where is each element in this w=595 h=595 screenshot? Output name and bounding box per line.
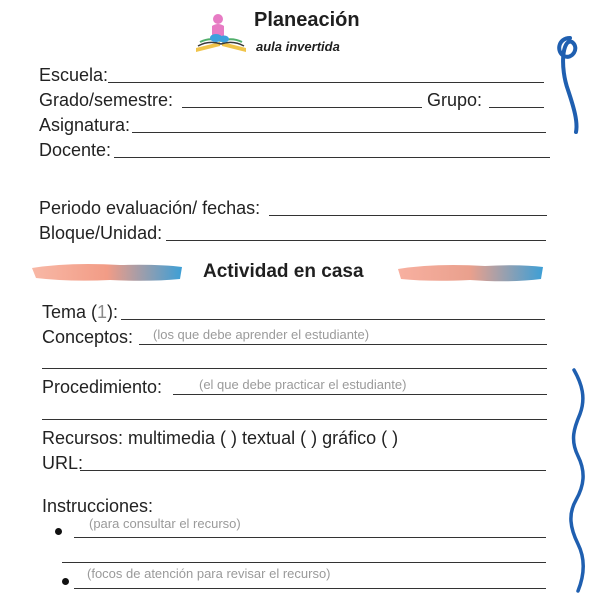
field-grado-label: Grado/semestre:: [39, 90, 174, 110]
squiggle-decoration: [560, 366, 594, 595]
section-title: Actividad en casa: [203, 261, 364, 282]
field-escuela-label: Escuela:: [39, 65, 109, 85]
instruccion-line-1b[interactable]: [62, 562, 546, 563]
reading-book-logo: [192, 12, 250, 54]
field-procedimiento-label: Procedimiento:: [42, 377, 163, 397]
field-docente-line[interactable]: [114, 157, 550, 158]
instruccion-line-2[interactable]: [74, 588, 546, 589]
field-conceptos-line[interactable]: [139, 344, 547, 345]
page-subtitle: aula invertida: [256, 39, 340, 54]
squiggle-decoration: [550, 34, 590, 136]
field-grupo-label: Grupo:: [427, 90, 483, 110]
field-url-label: URL:: [42, 453, 84, 473]
instruccion-line-1[interactable]: [74, 537, 546, 538]
field-conceptos-hint: (los que debe aprender el estudiante): [153, 327, 370, 342]
field-procedimiento-line[interactable]: [173, 394, 547, 395]
page-title: Planeación: [254, 9, 360, 31]
field-procedimiento-line-2[interactable]: [42, 419, 547, 420]
field-recursos-label: Recursos: multimedia ( ) textual ( ) gráfico ( ): [42, 428, 399, 448]
field-escuela-line[interactable]: [108, 82, 544, 83]
field-url-line[interactable]: [80, 470, 546, 471]
field-tema-label: Tema (1):: [42, 302, 119, 322]
field-conceptos-line-2[interactable]: [42, 368, 547, 369]
brush-stroke-right: [395, 260, 545, 286]
instruccion-hint-1: (para consultar el recurso): [89, 516, 241, 531]
field-conceptos-label: Conceptos:: [42, 327, 134, 347]
field-procedimiento-hint: (el que debe practicar el estudiante): [199, 377, 407, 392]
field-tema-line[interactable]: [121, 319, 545, 320]
bullet-icon: [62, 578, 69, 585]
field-docente-label: Docente:: [39, 140, 112, 160]
field-grado-line[interactable]: [182, 107, 422, 108]
field-asignatura-label: Asignatura:: [39, 115, 131, 135]
instruccion-hint-2: (focos de atención para revisar el recurso): [87, 566, 331, 581]
field-bloque-label: Bloque/Unidad:: [39, 223, 163, 243]
field-bloque-line[interactable]: [166, 240, 546, 241]
field-instrucciones-label: Instrucciones:: [42, 496, 154, 516]
field-asignatura-line[interactable]: [132, 132, 546, 133]
field-grupo-line[interactable]: [489, 107, 544, 108]
bullet-icon: [55, 528, 62, 535]
field-periodo-line[interactable]: [269, 215, 547, 216]
field-periodo-label: Periodo evaluación/ fechas:: [39, 198, 261, 218]
brush-stroke-left: [30, 260, 185, 286]
